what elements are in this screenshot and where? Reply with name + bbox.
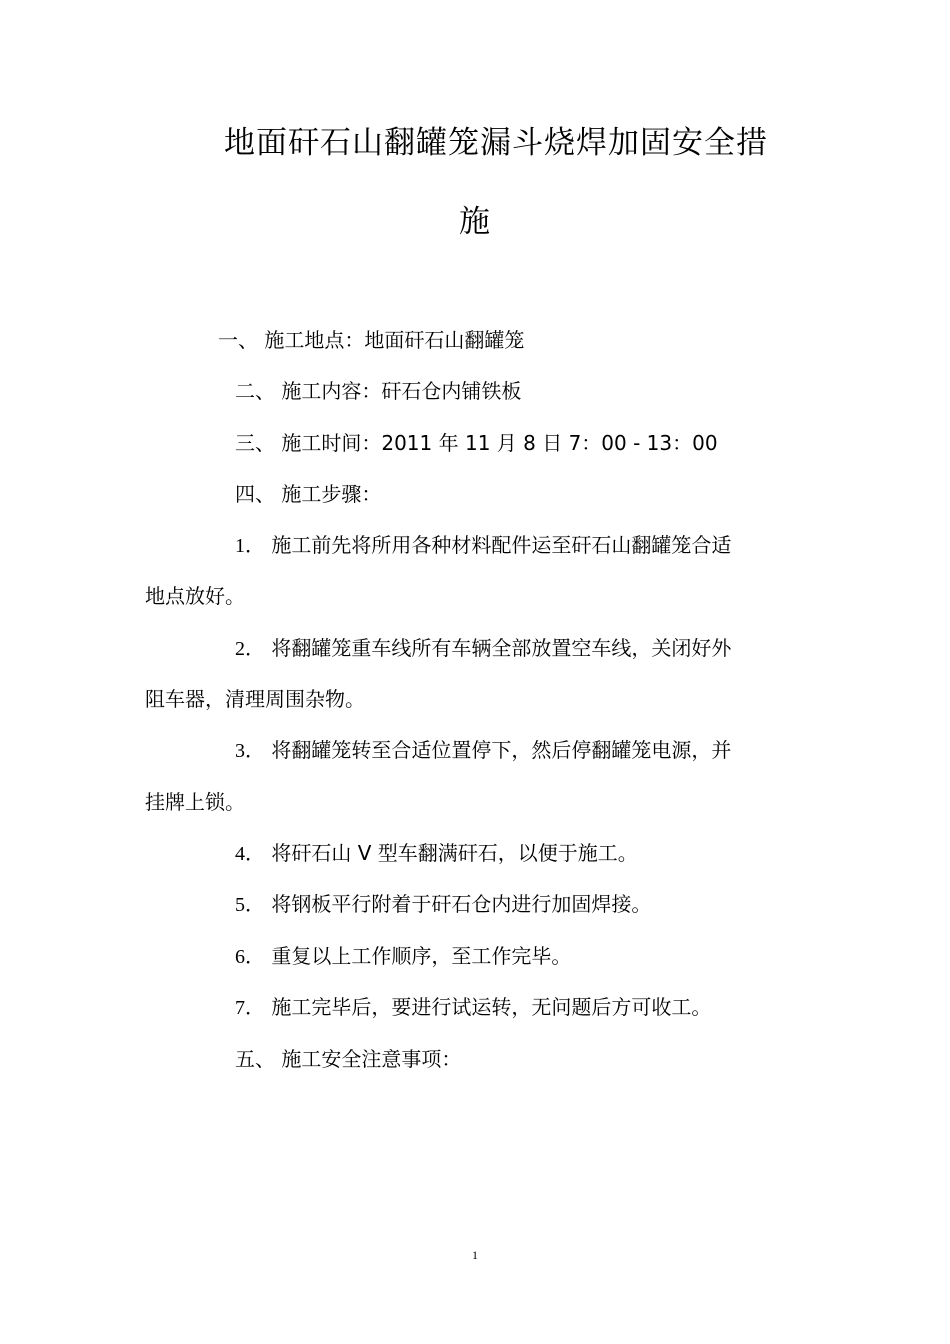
section-marker: 三、: [235, 431, 275, 455]
step-3-line-1: [235, 736, 731, 765]
section-marker: 四、: [235, 482, 275, 506]
step-number: 2．: [235, 638, 265, 660]
step-5: [235, 890, 651, 919]
step-number: 4．: [235, 843, 265, 865]
step-text: 将翻罐笼转至合适位置停下，然后停翻罐笼电源，并: [271, 738, 732, 762]
step-7: [235, 993, 711, 1022]
step-number: 3．: [235, 740, 265, 762]
step-text: 将矸石山 V 型车翻满矸石，以便于施工。: [271, 841, 638, 865]
step-4: [235, 839, 638, 868]
section-1: [218, 326, 524, 354]
step-1-line-2: 地点放好。: [145, 584, 245, 608]
step-2-line-2: 阻车器，清理周围杂物。: [145, 687, 365, 711]
section-5: [235, 1045, 461, 1073]
step-number: 1．: [235, 535, 265, 557]
step-1-line-1: [235, 531, 731, 560]
step-text: 施工前先将所用各种材料配件运至矸石山翻罐笼合适: [271, 533, 732, 557]
step-text: 重复以上工作顺序，至工作完毕。: [271, 944, 572, 968]
document-title-line-2: 施: [459, 204, 491, 240]
section-4: [235, 480, 381, 508]
section-text: 施工安全注意事项：: [281, 1047, 462, 1071]
page-number: 1: [472, 1248, 478, 1262]
step-6: [235, 942, 571, 971]
section-marker: 二、: [235, 379, 275, 403]
step-number: 6．: [235, 946, 265, 968]
section-text: 施工步骤：: [281, 482, 382, 506]
step-text: 将翻罐笼重车线所有车辆全部放置空车线，关闭好外: [271, 636, 732, 660]
section-text: 施工地点：地面矸石山翻罐笼: [264, 328, 525, 352]
section-3: [235, 429, 718, 457]
document-title-line-1: 地面矸石山翻罐笼漏斗烧焊加固安全措: [224, 125, 768, 161]
step-number: 7．: [235, 997, 265, 1019]
section-text: 施工时间：2011 年 11 月 8 日 7：00 - 13：00: [281, 431, 718, 455]
step-2-line-1: [235, 634, 731, 663]
section-text: 施工内容：矸石仓内铺铁板: [281, 379, 522, 403]
section-marker: 五、: [235, 1047, 275, 1071]
section-2: [235, 377, 521, 405]
step-text: 施工完毕后，要进行试运转，无问题后方可收工。: [271, 995, 712, 1019]
step-3-line-2: 挂牌上锁。: [145, 790, 245, 814]
step-number: 5．: [235, 894, 265, 916]
section-marker: 一、: [218, 328, 258, 352]
step-text: 将钢板平行附着于矸石仓内进行加固焊接。: [271, 892, 652, 916]
